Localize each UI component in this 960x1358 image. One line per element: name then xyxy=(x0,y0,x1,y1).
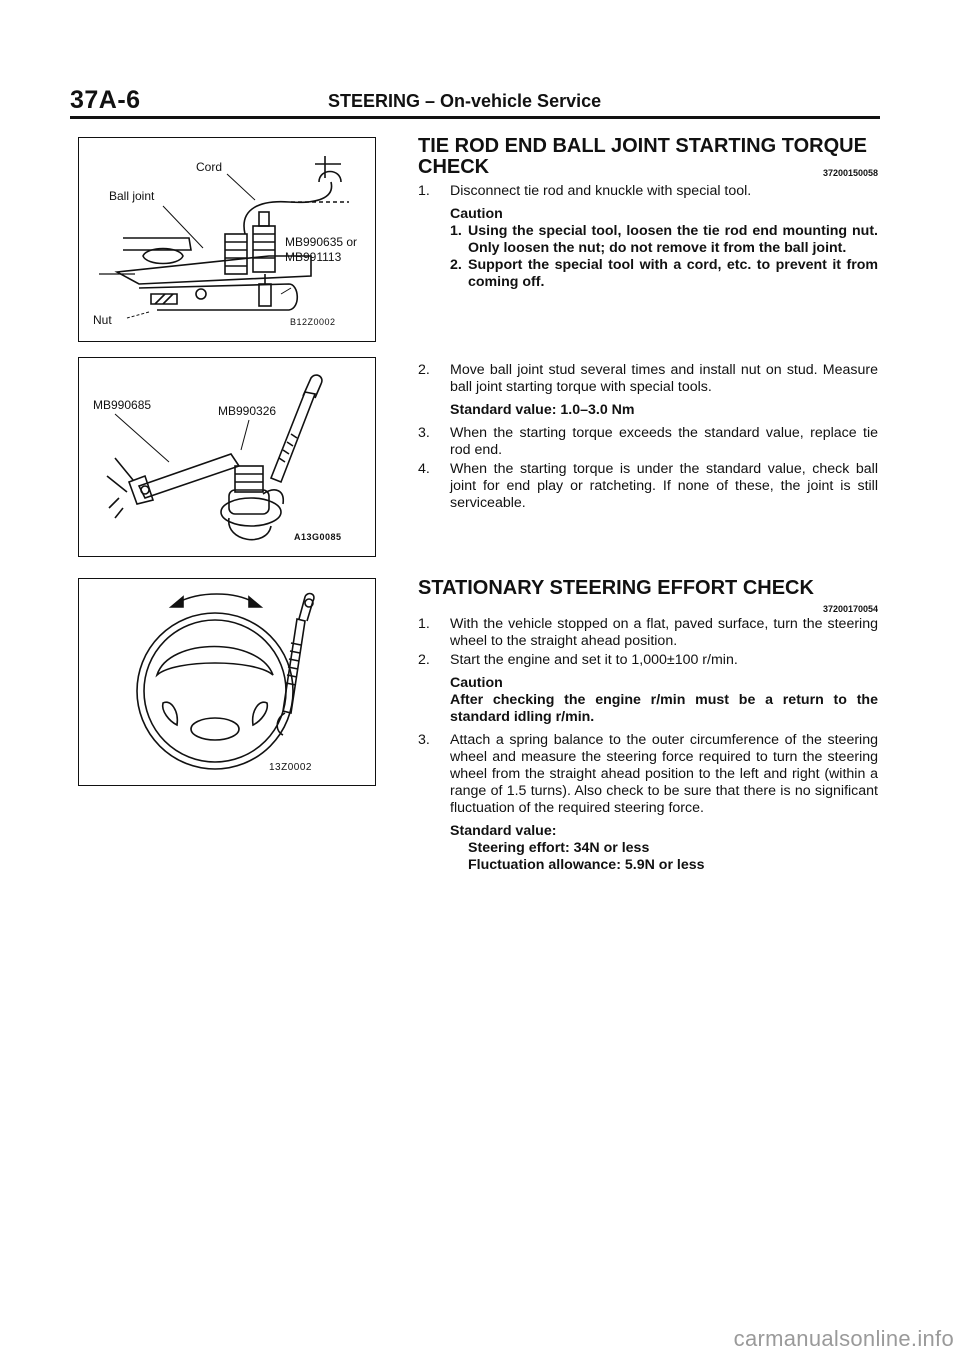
header-rule xyxy=(70,116,880,119)
page-header xyxy=(70,86,880,116)
list-item: 2. Move ball joint stud several times and install nut on stud. Measure ball joint starting torque with special tools. xyxy=(418,362,878,395)
label-nut: Nut xyxy=(93,313,112,327)
standard-fluctuation: Fluctuation allowance: 5.9N or less xyxy=(468,857,705,873)
section-steering-effort-check xyxy=(418,578,878,874)
standard-value: Standard value: 1.0–3.0 Nm xyxy=(450,402,635,418)
steering-wheel-illustration xyxy=(79,579,375,785)
watermark: carmanualsonline.info xyxy=(733,1326,954,1351)
figure-code: B12Z0002 xyxy=(290,317,336,327)
label-tool-mb990635: MB990635 or xyxy=(285,235,358,249)
label-ball-joint: Ball joint xyxy=(109,189,155,203)
standard-value-title: Standard value: xyxy=(450,823,557,839)
figure-steering-effort xyxy=(78,578,376,786)
label-cord: Cord xyxy=(196,160,223,174)
list-item: 1. With the vehicle stopped on a flat, paved surface, turn the steering wheel to the straight ahead position. xyxy=(418,616,878,649)
label-tool-mb990685: MB990685 xyxy=(93,398,152,412)
section-heading-line1: TIE ROD END BALL JOINT STARTING TORQUE xyxy=(418,135,867,157)
label-tool-mb991113: MB991113 xyxy=(285,250,342,264)
list-item: 1. Using the special tool, loosen the tie rod end mounting nut. Only loosen the nut; do not remove it from the ball joint. xyxy=(450,223,878,256)
torque-gauge-illustration xyxy=(79,358,375,556)
standard-value-list xyxy=(418,840,878,874)
section-heading: STATIONARY STEERING EFFORT CHECK xyxy=(418,577,814,599)
figure-ball-joint-tool xyxy=(78,137,376,342)
page-title: STEERING – On-vehicle Service xyxy=(328,91,602,111)
figure-torque-measurement xyxy=(78,357,376,557)
caution-title: Caution xyxy=(450,206,503,222)
label-tool-mb990326: MB990326 xyxy=(218,404,277,418)
list-item: 3. When the starting torque exceeds the standard value, replace tie rod end. xyxy=(418,425,878,458)
list-item: 2. Start the engine and set it to 1,000±100 r/min. xyxy=(418,652,738,668)
standard-steering-effort: Steering effort: 34N or less xyxy=(468,840,650,856)
section-code: 37200170054 xyxy=(822,604,878,614)
section-heading-line2: CHECK xyxy=(418,156,490,178)
caution-title: Caution xyxy=(450,675,503,691)
section-tie-rod-torque-check xyxy=(418,136,878,291)
caution-text: After checking the engine r/min must be a return to the standard idling r/min. xyxy=(450,692,878,725)
list-item: 2. Support the special tool with a cord, etc. to prevent it from coming off. xyxy=(450,257,878,290)
page-number: 37A-6 xyxy=(70,86,141,114)
section-tie-rod-torque-steps xyxy=(418,360,878,512)
caution-list xyxy=(418,223,878,291)
figure-code: 13Z0002 xyxy=(269,762,312,773)
figure-code: A13G0085 xyxy=(294,532,342,542)
section-code: 37200150058 xyxy=(822,168,878,178)
list-item: 3. Attach a spring balance to the outer circumference of the steering wheel and measure the steering force required to turn the steering wheel from the straight ahead position to the left and right (within a range of 1.5 turns). Also check to be sure that there is no significant fluctuation of the required steering force. xyxy=(418,732,878,816)
list-item: 4. When the starting torque is under the standard value, check ball joint for end play or ratcheting. If none of these, the joint is still serviceable. xyxy=(418,461,878,511)
list-item: 1. Disconnect tie rod and knuckle with special tool. xyxy=(418,183,752,199)
